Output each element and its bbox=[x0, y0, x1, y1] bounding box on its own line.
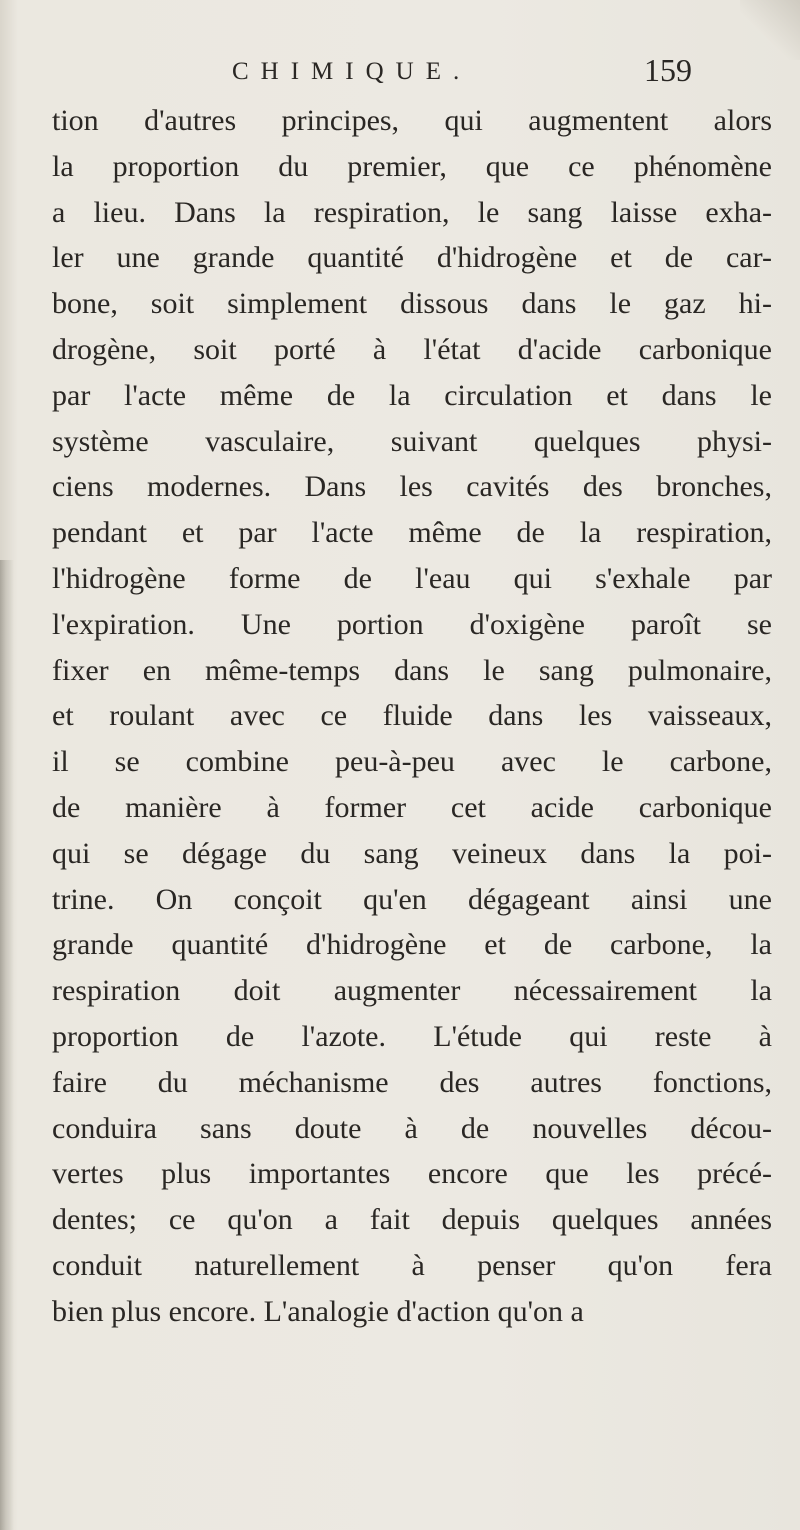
text-line: ciens modernes. Dans les cavités des bronches, bbox=[52, 470, 772, 504]
text-line: système vasculaire, suivant quelques physi- bbox=[52, 424, 772, 458]
text-line: ler une grande quantité d'hidrogène et de car- bbox=[52, 241, 772, 275]
text-line: de manière à former cet acide carbonique bbox=[52, 790, 772, 824]
text-line: conduira sans doute à de nouvelles décou- bbox=[52, 1111, 772, 1145]
text-line: faire du méchanisme des autres fonctions, bbox=[52, 1065, 772, 1099]
text-line: l'expiration. Une portion d'oxigène paroît se bbox=[52, 607, 772, 641]
text-line: par l'acte même de la circulation et dans le bbox=[52, 378, 772, 412]
page-number: 159 bbox=[644, 52, 692, 88]
text-line: grande quantité d'hidrogène et de carbone, la bbox=[52, 928, 772, 962]
text-line: il se combine peu-à-peu avec le carbone, bbox=[52, 745, 772, 779]
text-line: bone, soit simplement dissous dans le gaz hi- bbox=[52, 287, 772, 321]
text-line: la proportion du premier, que ce phénomène bbox=[52, 149, 772, 183]
text-line: respiration doit augmenter nécessairement la bbox=[52, 974, 772, 1008]
text-line: drogène, soit porté à l'état d'acide carbonique bbox=[52, 332, 772, 366]
text-line: qui se dégage du sang veineux dans la poi- bbox=[52, 836, 772, 870]
body-text bbox=[52, 98, 772, 1335]
running-title: CHIMIQUE. bbox=[232, 58, 472, 85]
text-line: trine. On conçoit qu'en dégageant ainsi une bbox=[52, 882, 772, 916]
text-line: conduit naturellement à penser qu'on fera bbox=[52, 1248, 772, 1282]
text-line: vertes plus importantes encore que les précé- bbox=[52, 1157, 772, 1191]
text-line: fixer en même-temps dans le sang pulmonaire, bbox=[52, 653, 772, 687]
page-corner-shadow bbox=[740, 0, 800, 60]
page-binding-edge bbox=[0, 560, 14, 1530]
text-line: a lieu. Dans la respiration, le sang laisse exha- bbox=[52, 195, 772, 229]
page-header bbox=[232, 52, 692, 92]
text-line: proportion de l'azote. L'étude qui reste à bbox=[52, 1019, 772, 1053]
text-line: et roulant avec ce fluide dans les vaisseaux, bbox=[52, 699, 772, 733]
text-line: tion d'autres principes, qui augmentent alors bbox=[52, 104, 772, 137]
text-line: bien plus encore. L'analogie d'action qu'on a bbox=[52, 1294, 584, 1328]
text-line: l'hidrogène forme de l'eau qui s'exhale par bbox=[52, 561, 772, 595]
text-line: dentes; ce qu'on a fait depuis quelques années bbox=[52, 1203, 772, 1237]
text-line: pendant et par l'acte même de la respiration, bbox=[52, 516, 772, 550]
